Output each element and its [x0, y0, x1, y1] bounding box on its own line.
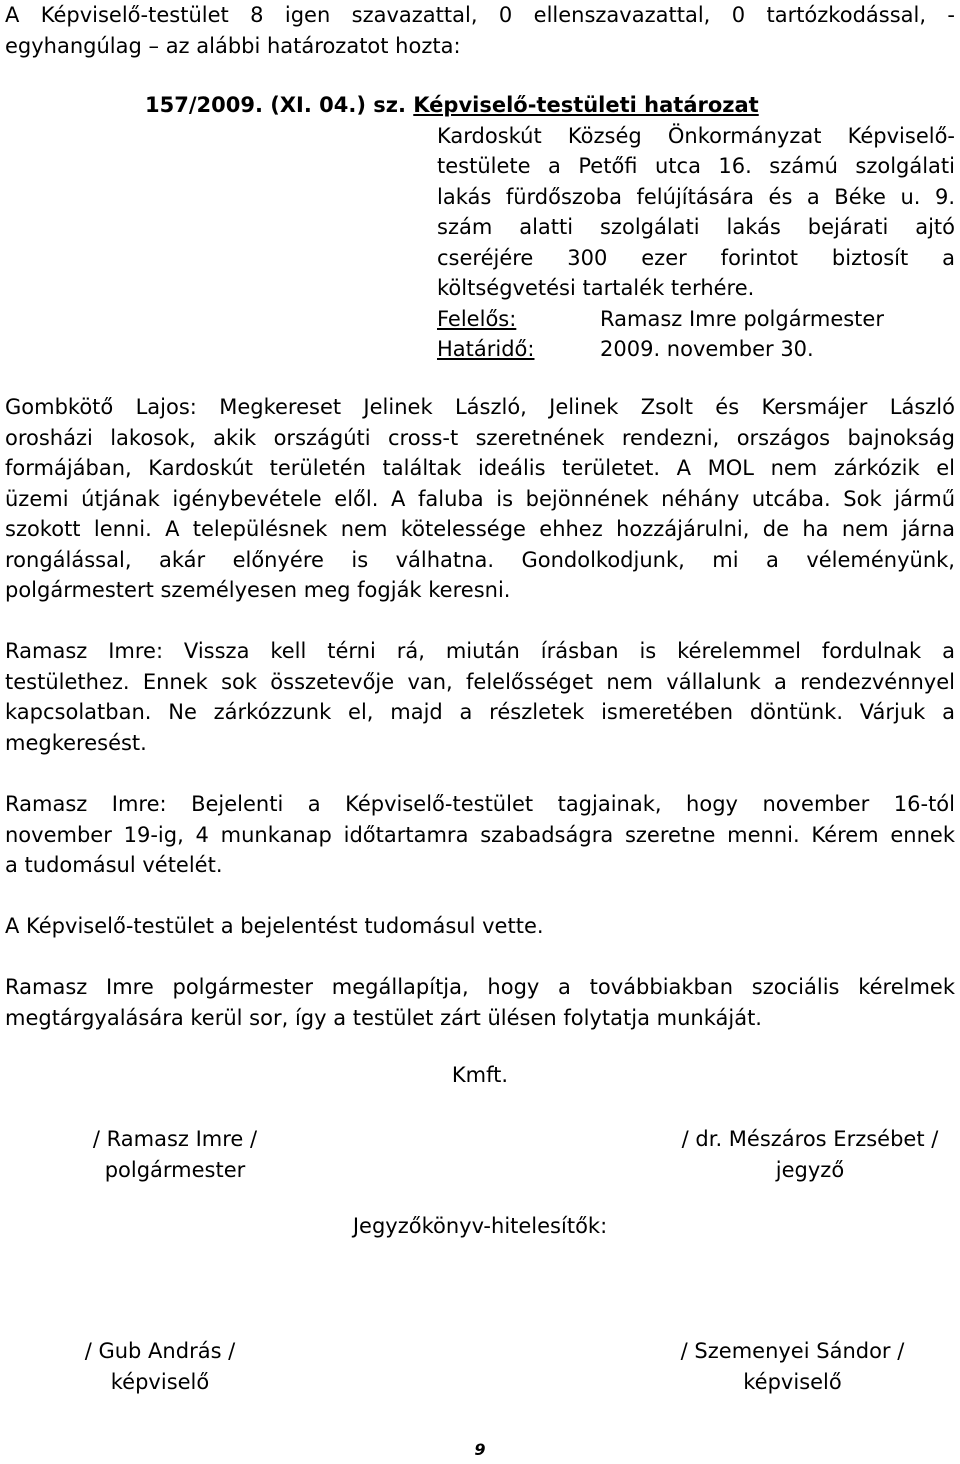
resolution-line: testülete a Petőfi utca 16. számú szolgálati — [437, 154, 955, 178]
page-number: 9 — [474, 1440, 486, 1459]
resolution-line: költségvetési tartalék terhére. — [437, 276, 755, 300]
paragraph-line: orosházi lakosok, akik országúti cross-t szeretnének rendezni, országos bajnokság — [5, 425, 955, 450]
resolution-line: szám alatti szolgálati lakás bejárati ajtó — [437, 215, 955, 239]
deadline-label: Határidő: — [437, 337, 535, 361]
resolution-line: lakás fürdőszoba felújítására és a Béke u. 9. — [437, 184, 955, 209]
paragraph-ramasz-1 — [5, 636, 955, 758]
paragraph-gombkoto — [5, 392, 955, 606]
paragraph-line: november 19-ig, 4 munkanap időtartamra szabadságra szeretne menni. Kérem ennek — [5, 822, 955, 847]
authenticator-2-title: képviselő — [743, 1369, 842, 1394]
intro-line: A Képviselő-testület 8 igen szavazattal, 0 ellenszavazattal, 0 tartózkodással, - — [5, 3, 955, 27]
paragraph-line: a tudomásul vételét. — [5, 853, 223, 877]
authenticator-1-signature — [55, 1336, 265, 1397]
resolution-line: cseréjére 300 ezer forintot biztosít a — [437, 245, 955, 270]
mayor-title: polgármester — [104, 1157, 246, 1182]
paragraph-line: rongálással, akár előnyére is válhatna. Gondolkodjunk, mi a véleményünk, — [5, 547, 955, 572]
authenticator-2-signature — [665, 1336, 920, 1397]
authenticator-1-name: / Gub András / — [84, 1339, 236, 1363]
intro-paragraph — [5, 0, 955, 61]
paragraph-line: Ramasz Imre polgármester megállapítja, hogy a továbbiakban szociális kérelmek — [5, 975, 955, 999]
paragraph-closing — [5, 972, 955, 1033]
paragraph-line: megtárgyalására kerül sor, így a testület zárt ülésen folytatja munkáját. — [5, 1005, 762, 1030]
responsible-row — [437, 304, 955, 335]
paragraph-line: kapcsolatban. Ne zárkózzunk el, majd a részletek ismeretében döntünk. Várjuk a — [5, 700, 955, 724]
paragraph-line: testülethez. Ennek sok összetevője van, felelősséget nem vállalunk a rendezvénnyel — [5, 669, 955, 694]
paragraph-line: formájában, Kardoskút területén találtak ideális területet. A MOL nem zárkózik el — [5, 456, 955, 480]
resolution-title: Képviselő-testületi határozat — [413, 93, 759, 117]
paragraph-line: Gombkötő Lajos: Megkereset Jelinek László, Jelinek Zsolt és Kersmájer László — [5, 395, 955, 419]
deadline-row — [437, 334, 955, 365]
paragraph-acknowledged — [5, 911, 955, 942]
authenticators-heading: Jegyzőkönyv-hitelesítők: — [352, 1214, 608, 1238]
paragraph-ramasz-2 — [5, 789, 955, 881]
mayor-name: / Ramasz Imre / — [92, 1127, 258, 1151]
notary-title: jegyző — [775, 1157, 845, 1182]
paragraph-line: szokott lenni. A településnek nem kötelessége ehhez hozzájárulni, de ha nem járna — [5, 517, 955, 541]
paragraph-line: polgármestert személyesen meg fogják keresni. — [5, 578, 511, 602]
authenticator-1-title: képviselő — [110, 1369, 210, 1394]
responsible-value: Ramasz Imre polgármester — [600, 306, 884, 331]
resolution-number: 157/2009. (XI. 04.) sz. — [145, 93, 406, 117]
resolution-text — [437, 121, 955, 365]
notary-name: / dr. Mészáros Erzsébet / — [681, 1127, 939, 1151]
paragraph-line: Ramasz Imre: Bejelenti a Képviselő-testület tagjainak, hogy november 16-tól — [5, 792, 955, 816]
paragraph-line: A Képviselő-testület a bejelentést tudomásul vette. — [5, 914, 544, 938]
notary-signature — [660, 1124, 960, 1185]
resolution-block — [5, 90, 955, 365]
mayor-signature — [55, 1124, 295, 1185]
responsible-label: Felelős: — [437, 306, 517, 331]
paragraph-line: megkeresést. — [5, 730, 147, 755]
kmft-label: Kmft. — [451, 1063, 509, 1087]
authenticator-2-name: / Szemenyei Sándor / — [680, 1339, 905, 1363]
paragraph-line: Ramasz Imre: Vissza kell térni rá, miután írásban is kérelemmel fordulnak a — [5, 639, 955, 663]
resolution-line: Kardoskút Község Önkormányzat Képviselő- — [437, 123, 955, 148]
deadline-value: 2009. november 30. — [600, 337, 814, 361]
resolution-heading — [5, 90, 955, 121]
intro-line: egyhangúlag – az alábbi határozatot hozta: — [5, 33, 461, 58]
paragraph-line: üzemi útjának igénybevétele elől. A faluba is bejönnének néhány utcába. Sok jármű — [5, 486, 955, 511]
